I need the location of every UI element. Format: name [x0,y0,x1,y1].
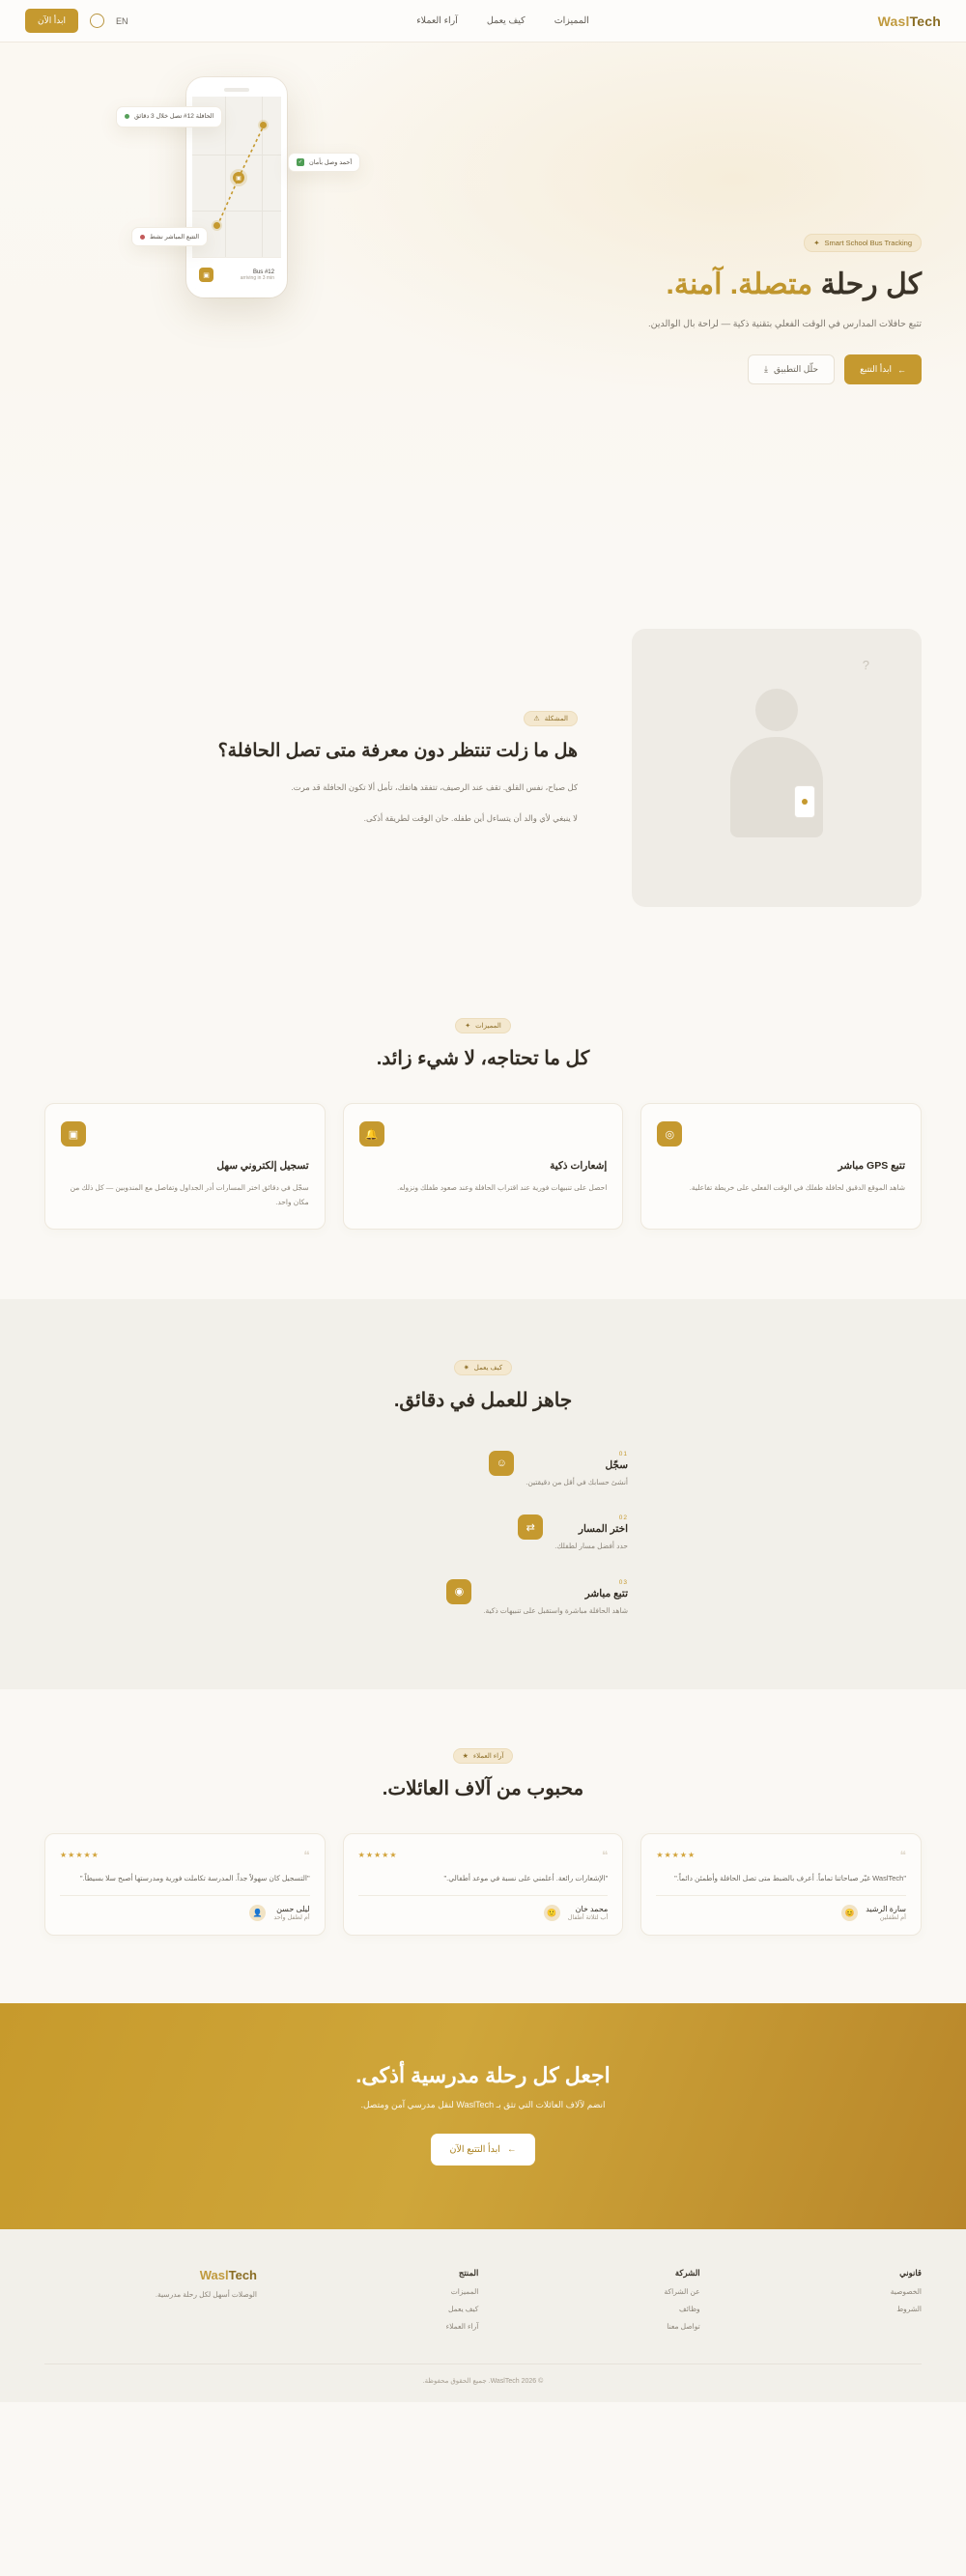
footer-column-title: الشركة [674,2267,700,2278]
language-toggle[interactable]: EN [115,15,128,26]
nav-link-how-it-works[interactable]: كيف يعمل [486,15,526,26]
hero-float-arrived [288,153,360,172]
bus-icon: ▣ [61,1121,86,1146]
how-steps [44,1451,922,1618]
hero-float-arrived-text: أحمد وصل بأمان [309,159,353,166]
rating-stars: ★★★★★ [656,1851,696,1860]
footer-link[interactable]: عن الشراكة [664,2286,700,2296]
testimonial-cards [44,1833,922,1936]
testimonial-text: "WaslTech غيّر صباحاتنا تماماً. أعرف بالضبط متى تصل الحافلة وأطمئن دائماً." [674,1873,906,1882]
feature-card[interactable] [343,1103,624,1230]
brand-part2: Tech [909,13,941,29]
feature-card-title: تتبع GPS مباشر [838,1160,905,1172]
testimonials-tag [453,1748,514,1764]
testimonial-card [44,1833,326,1936]
phone-status-bar [192,83,281,97]
rating-stars: ★★★★★ [59,1851,99,1860]
route-stop-start [213,222,220,229]
how-step-number: 01 [618,1451,628,1458]
status-dot-red-icon [140,235,145,240]
map-route [210,118,270,234]
sparkle-icon: ✦ [465,1023,471,1030]
testimonial-author [273,1905,309,1921]
feature-card[interactable] [640,1103,922,1230]
bell-icon: 🔔 [359,1121,384,1146]
how-title: جاهز للعمل في دقائق. [393,1390,573,1411]
testimonials-section [0,1689,966,2003]
radar-icon: ◉ [446,1579,471,1604]
quote-icon: ❝ [601,1848,609,1862]
bus-icon: ▣ [199,268,213,282]
cta-start-tracking-button[interactable] [431,2134,536,2166]
arrow-left-icon: ← [506,2143,517,2155]
hero-float-live [131,227,208,246]
how-step-body: حدد أفضل مسار لطفلك. [554,1542,628,1551]
problem-copy [44,708,578,827]
feature-card-body: احصل على تنبيهات فورية عند اقتراب الحافلة وعند صعود طفلك ونزوله. [397,1183,608,1192]
footer-brand-column [44,2268,257,2331]
feature-card-body: سجّل في دقائق اختر المسارات أدر الجداول وتفاصل مع المندوبين — كل ذلك من مكان واحد. [70,1183,309,1206]
rating-stars: ★★★★★ [357,1851,398,1860]
brand-logo[interactable] [878,14,941,29]
footer-link[interactable]: الخصوصية [890,2286,922,2296]
route-icon: ⇄ [518,1514,543,1540]
hero-title-c: آمنة. [666,268,723,300]
testimonial-author-role: أم لطفلين [879,1913,906,1921]
testimonial-author-name: سارة الرشيد [866,1904,906,1913]
features-cards [44,1103,922,1230]
problem-body-2: لا ينبغي لأي والد أن يتساءل أين طفله. حان الوقت لطريقة أذكى. [363,812,578,823]
nav-start-button[interactable]: ابدأ الآن [25,9,78,33]
how-it-works-section [0,1299,966,1689]
star-icon: ★ [462,1752,469,1760]
features-tag [455,1018,511,1033]
sparkle-icon: ✦ [813,238,820,247]
hero-badge-text: Smart School Bus Tracking [824,238,912,247]
phone-bus-label: Bus #12 [252,269,274,275]
cta-subtitle: انضم لآلاف العائلات التي تثق بـ WaslTech لنقل مدرسي آمن ومتصل. [360,2099,606,2109]
footer-copyright: © 2026 WaslTech. جميع الحقوق محفوظة. [44,2364,922,2402]
feature-card-title: تسجيل إلكتروني سهل [216,1160,309,1172]
status-dot-green-icon [125,114,129,119]
hero-start-tracking-button[interactable] [844,354,922,384]
nav-links [146,15,861,26]
features-section [0,990,966,1299]
how-step-number: 03 [618,1578,628,1586]
how-tag [454,1360,512,1375]
footer-brand-part1: Wasl [199,2267,229,2282]
testimonial-author-name: محمد خان [575,1904,609,1913]
footer-link[interactable]: كيف يعمل [447,2304,479,2313]
hero-float-live-text: التتبع المباشر نشط [150,234,200,241]
footer-column-title: قانوني [899,2267,922,2278]
how-step-number: 02 [618,1514,628,1522]
footer-column-product [296,2268,478,2331]
alert-icon: ⚠ [533,716,540,723]
testimonial-author [866,1905,906,1921]
arrow-left-icon: ← [897,364,906,375]
features-tag-text: المميزات [475,1023,501,1030]
hero-title-a: كل رحلة [820,268,922,300]
feature-card-body: شاهد الموقع الدقيق لحافلة طفلك في الوقت الفعلي على خريطة تفاعلية. [689,1183,905,1192]
hero-button-group [535,354,922,384]
footer-brand-logo[interactable] [44,2268,257,2282]
footer-column-company [517,2268,699,2331]
hero-primary-label: ابدأ التتبع [860,364,892,375]
nav-link-features[interactable]: المميزات [554,15,589,26]
question-mark-icon: ? [862,658,869,672]
nav-right-group [25,9,128,33]
problem-illustration [632,629,922,907]
hero-float-eta-text: الحافلة 12# تصل خلال 3 دقائق [134,113,214,120]
footer [0,2229,966,2402]
footer-column-legal [739,2268,922,2331]
footer-columns [44,2268,922,2331]
testimonial-card [640,1833,922,1936]
quote-icon: ❝ [899,1848,906,1862]
hero-copy [535,227,922,384]
problem-title: هل ما زلت تنتظر دون معرفة متى تصل الحافلة؟ [217,741,578,762]
hero-phone-mockup [116,77,357,297]
hero-subtitle: تتبع حافلات المدارس في الوقت الفعلي بتقنية ذكية — لراحة بال الوالدين. [648,318,922,329]
how-step [338,1451,628,1489]
phone-bus-sub: arriving in 3 min [240,274,274,281]
how-step [338,1579,628,1618]
testimonial-card [343,1833,624,1936]
moon-icon[interactable] [90,14,104,28]
how-step-title: سجّل [605,1459,628,1471]
footer-link[interactable]: الشروط [896,2304,922,2313]
problem-tag [524,711,578,726]
hero-float-eta [116,106,222,127]
gear-icon: ✷ [463,1365,469,1372]
top-navbar [0,0,966,42]
footer-link[interactable]: وظائف [678,2304,700,2313]
how-step-title: تتبع مباشر [584,1587,628,1599]
route-stop-end [260,122,267,128]
how-tag-text: كيف يعمل [473,1365,503,1372]
problem-body-1: كل صباح، نفس القلق. تقف عند الرصيف، تتفقد هاتفك، تأمل ألا تكون الحافلة قد مرت. [291,781,578,792]
testimonial-author [568,1905,609,1921]
how-step-body: شاهد الحافلة مباشرة واستقبل على تنبيهات ذكية. [483,1605,628,1615]
brand-part1: Wasl [877,13,910,29]
avatar: 👤 [249,1905,266,1921]
phone-bus-card [192,257,281,292]
feature-card-title: إشعارات ذكية [550,1160,608,1172]
download-icon: ⤓ [763,364,768,375]
testimonial-author-name: ليلى حسن [276,1904,310,1913]
how-step-body: أنشئ حسابك في أقل من دقيقتين. [526,1478,628,1486]
feature-card[interactable] [44,1103,326,1230]
avatar: 🙂 [544,1905,560,1921]
footer-link[interactable]: آراء العملاء [445,2321,479,2331]
cta-title: اجعل كل رحلة مدرسية أذكى. [355,2062,611,2087]
hero-secondary-label: حلّل التطبيق [773,364,819,375]
hero-title [535,266,922,304]
bus-marker-icon[interactable]: ▣ [233,172,244,184]
how-step [338,1514,628,1553]
testimonial-author-role: أب لثلاثة أطفال [567,1913,609,1921]
features-title: كل ما تحتاجه، لا شيء زائد. [376,1048,590,1069]
footer-link[interactable]: تواصل معنا [667,2321,700,2331]
problem-tag-text: المشكلة [544,716,568,723]
hero-title-b: متصلة. [729,268,813,300]
user-plus-icon: ☺ [489,1451,514,1476]
avatar: 😊 [841,1905,858,1921]
testimonial-author-role: أم لطفل واحد [273,1913,310,1921]
testimonial-text: "التسجيل كان سهولاً جداً. المدرسة تكاملت فورية ومدرستها أصبح سلا بسيطاً." [79,1873,310,1882]
testimonials-tag-text: آراء العملاء [472,1752,504,1760]
problem-section [0,569,966,990]
features-header [44,1015,922,1070]
hero-section [0,42,966,569]
hero-download-app-button[interactable] [748,354,835,384]
phone-icon [794,785,815,818]
cta-section [0,2003,966,2229]
testimonials-title: محبوب من آلاف العائلات. [382,1777,584,1799]
quote-icon: ❝ [303,1848,310,1862]
footer-column-title: المنتج [458,2267,479,2278]
how-step-title: اختر المسار [578,1523,628,1536]
cta-button-label: ابدأ التتبع الآن [449,2143,500,2155]
check-icon: ✓ [298,159,303,165]
footer-tagline: الوصلات أسهل لكل رحلة مدرسية. [155,2289,258,2299]
nav-link-testimonials[interactable]: آراء العملاء [416,15,458,26]
testimonials-header [44,1745,922,1800]
testimonial-text: "الإشعارات رائعة. أعلمني على نسبة في موعد أطفالي." [443,1873,609,1882]
location-pin-icon: ◎ [657,1121,682,1146]
hero-badge [804,234,922,252]
footer-link[interactable]: المميزات [450,2286,479,2296]
footer-brand-part2: Tech [228,2267,258,2282]
how-header [44,1357,922,1412]
person-head-shape [755,689,798,731]
